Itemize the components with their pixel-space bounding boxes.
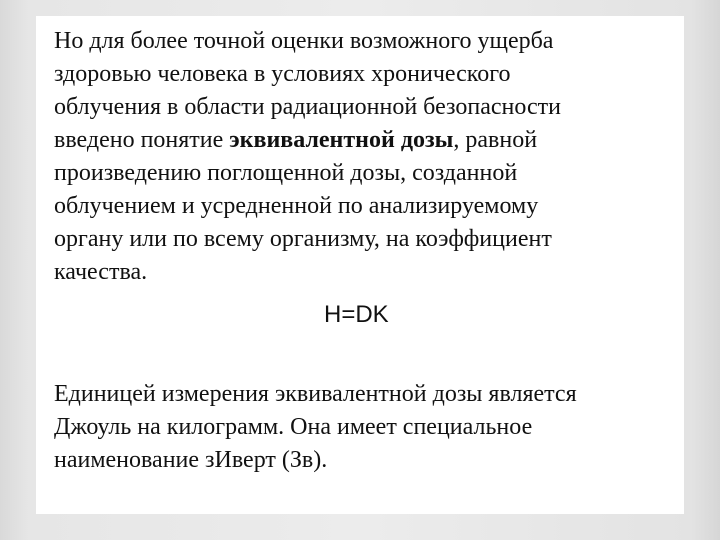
text-line: облучением и усредненной по анализируемому (54, 193, 539, 219)
text-line-with-term (54, 124, 561, 157)
text-fragment: , равной (453, 127, 538, 153)
text-line: Джоуль на килограмм. Она имеет специальное (54, 414, 533, 440)
text-line: произведению поглощенной дозы, созданной (54, 160, 518, 186)
text-line: Единицей измерения эквивалентной дозы является (54, 381, 577, 407)
text-line: облучения в области радиационной безопасности (54, 94, 561, 120)
formula: H=DK (324, 301, 389, 328)
text-line: качества. (54, 259, 148, 285)
text-line: наименование зИверт (Зв). (54, 447, 328, 473)
text-line: органу или по всему организму, на коэффициент (54, 226, 552, 252)
unit-paragraph (54, 378, 577, 477)
text-line: Но для более точной оценки возможного ущерба (54, 28, 554, 54)
text-line: здоровью человека в условиях хронического (54, 61, 511, 87)
definition-paragraph (54, 25, 561, 289)
text-fragment: введено понятие (54, 127, 230, 153)
slide-page (36, 16, 684, 514)
bold-term: эквивалентной дозы (229, 127, 454, 153)
